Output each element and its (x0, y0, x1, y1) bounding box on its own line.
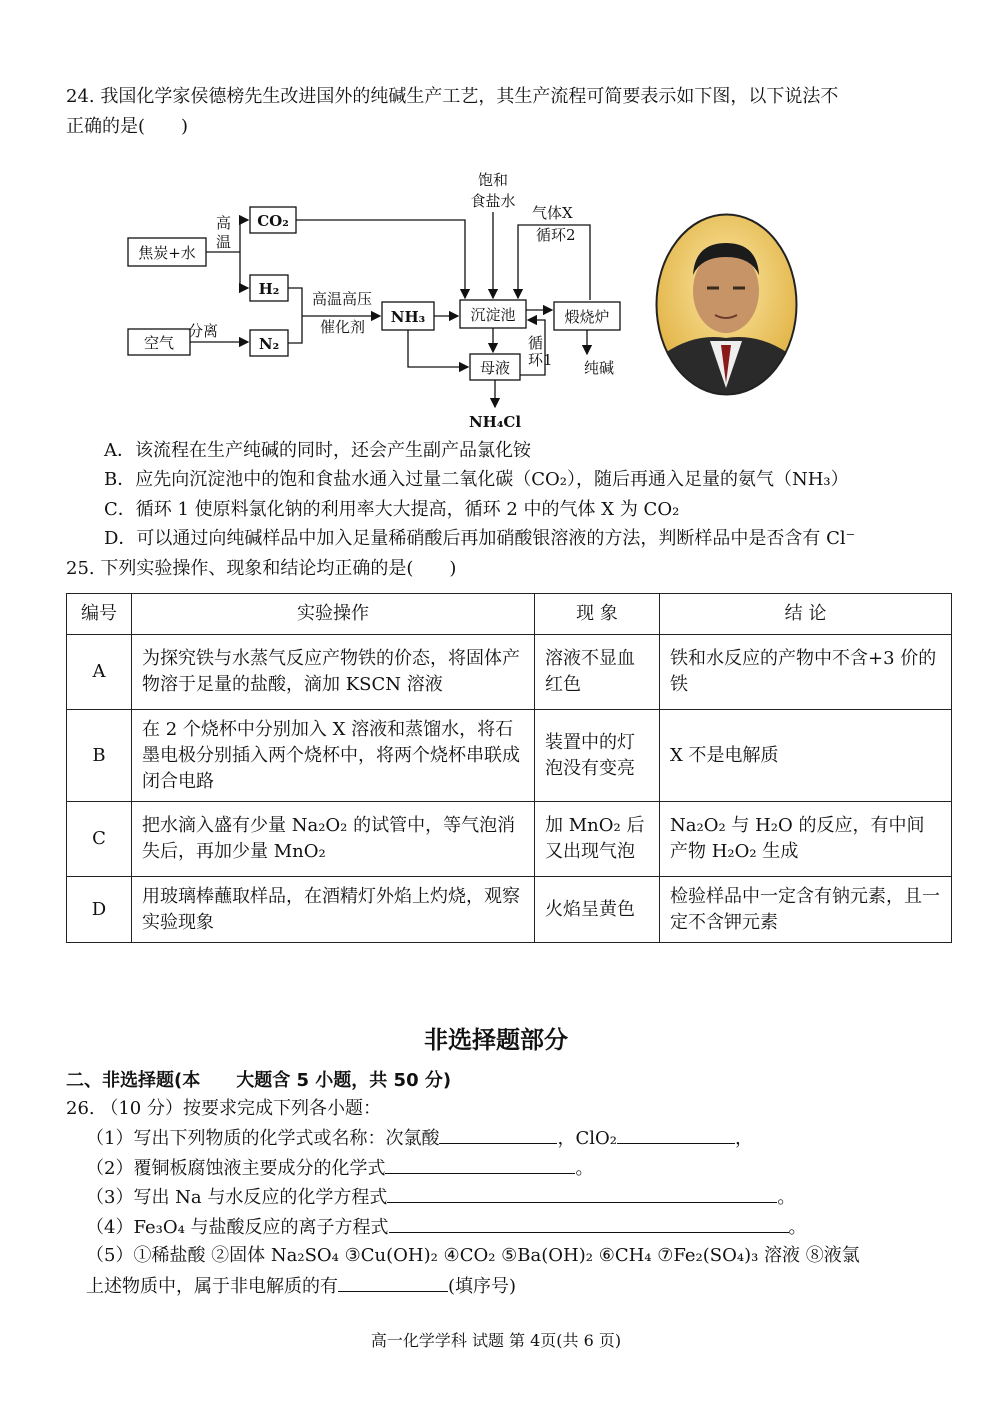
q24-stem-line1: 24. 我国化学家侯德榜先生改进国外的纯碱生产工艺，其生产流程可简要表示如下图，以下说法不 (66, 86, 839, 107)
table-row (67, 802, 952, 877)
q24-option-c: C．循环 1 使原料氯化钠的利用率大大提高，循环 2 中的气体 X 为 CO₂ (104, 499, 680, 520)
experiment-table (66, 593, 952, 943)
table-row (67, 710, 952, 802)
q26-part1-text: （1）写出下列物质的化学式或名称：次氯酸 (86, 1128, 440, 1149)
page-footer: 高一化学学科 试题 第 4页(共 6 页) (370, 1331, 622, 1350)
q26-part4-text: （4）Fe₃O₄ 与盐酸反应的离子方程式 (86, 1217, 389, 1238)
answer-blank-clo2[interactable] (617, 1125, 735, 1144)
separate-label: 分离 (188, 322, 219, 340)
n2-label: N₂ (258, 335, 280, 353)
section-title: 非选择题部分 (424, 1026, 568, 1054)
brine-label-1: 饱和 (477, 171, 509, 189)
q24-option-d: D．可以通过向纯碱样品中加入足量稀硝酸后再加硝酸银溶液的方法，判断样品中是否含有 Cl⁻ (104, 528, 856, 549)
q26-part3 (86, 1184, 795, 1211)
tank-label: 沉淀池 (470, 306, 516, 324)
answer-blank-na-water[interactable] (387, 1184, 777, 1203)
gas-x-label: 气体X (532, 204, 573, 222)
row-phenomenon: 溶液不显血红色 (535, 635, 660, 710)
brine-label-2: 食盐水 (470, 192, 516, 210)
row-operation: 为探究铁与水蒸气反应产物铁的价态，将固体产物溶于足量的盐酸，滴加 KSCN 溶液 (132, 635, 535, 710)
q26-part4-end: 。 (788, 1217, 807, 1238)
row-conclusion: Na₂O₂ 与 H₂O 的反应，有中间产物 H₂O₂ 生成 (660, 802, 952, 877)
q26-part2 (86, 1155, 593, 1182)
q26-part2-text: （2）覆铜板腐蚀液主要成分的化学式 (86, 1158, 386, 1179)
q26-part3-text: （3）写出 Na 与水反应的化学方程式 (86, 1187, 388, 1208)
q26-part6 (86, 1273, 516, 1300)
co2-label: CO₂ (257, 212, 289, 230)
q26-stem: 26. （10 分）按要求完成下列各小题： (66, 1098, 381, 1119)
row-id: A (67, 635, 132, 710)
h2-label: H₂ (258, 280, 280, 298)
soda-label: 纯碱 (584, 359, 615, 377)
furnace-label: 煅烧炉 (564, 308, 610, 326)
row-conclusion: 检验样品中一定含有钠元素，且一定不含钾元素 (660, 877, 952, 943)
cycle1-label-a: 循 (528, 334, 544, 352)
row-id: B (67, 710, 132, 802)
row-phenomenon: 火焰呈黄色 (535, 877, 660, 943)
q25-stem: 25. 下列实验操作、现象和结论均正确的是( ) (66, 558, 457, 579)
answer-blank-fe3o4-hcl[interactable] (389, 1214, 789, 1233)
q26-part5: （5）①稀盐酸 ②固体 Na₂SO₄ ③Cu(OH)₂ ④CO₂ ⑤Ba(OH)₂ ⑥CH₄ ⑦Fe₂(SO₄)₃ 溶液 ⑧液氯 (86, 1245, 860, 1266)
table-row (67, 877, 952, 943)
row-conclusion: 铁和水反应的产物中不含+3 价的铁 (660, 635, 952, 710)
q26-part1-text2: ，ClO₂ (557, 1128, 617, 1149)
nh4cl-label: NH₄Cl (468, 413, 522, 431)
q26-part3-end: 。 (777, 1187, 796, 1208)
header-conclusion: 结 论 (660, 594, 952, 635)
row-operation: 在 2 个烧杯中分别加入 X 溶液和蒸馏水，将石墨电极分别插入两个烧杯中，将两个烧杯串联成闭合电路 (132, 710, 535, 802)
cycle1-label-b: 环1 (528, 351, 553, 369)
row-conclusion: X 不是电解质 (660, 710, 952, 802)
q26-part4 (86, 1214, 807, 1241)
header-phenomenon: 现 象 (535, 594, 660, 635)
q26-part1 (86, 1125, 753, 1152)
mother-liquor-label: 母液 (479, 359, 511, 377)
cycle2-label: 循环2 (536, 226, 576, 244)
table-row (67, 635, 952, 710)
q26-part1-text3: ， (734, 1128, 753, 1149)
section-heading: 二、非选择题(本 大题含 5 小题，共 50 分) (66, 1070, 452, 1091)
q24-option-a: A．该流程在生产纯碱的同时，还会产生副产品氯化铵 (104, 440, 531, 461)
row-operation: 把水滴入盛有少量 Na₂O₂ 的试管中，等气泡消失后，再加少量 MnO₂ (132, 802, 535, 877)
coke-water-label: 焦炭+水 (138, 244, 196, 262)
nh3-label: NH₃ (390, 308, 426, 326)
q24-option-b: B．应先向沉淀池中的饱和食盐水通入过量二氧化碳（CO₂），随后再通入足量的氨气（NH₃） (104, 469, 849, 490)
row-operation: 用玻璃棒蘸取样品，在酒精灯外焰上灼烧，观察实验现象 (132, 877, 535, 943)
q26-part6-end: (填序号) (448, 1276, 517, 1297)
answer-blank-nonelectrolyte[interactable] (338, 1273, 448, 1292)
q26-part6-text: 上述物质中，属于非电解质的有 (86, 1276, 338, 1297)
high-temp-label-2: 温 (216, 233, 232, 251)
table-header-row (67, 594, 952, 635)
row-phenomenon: 装置中的灯泡没有变亮 (535, 710, 660, 802)
row-id: D (67, 877, 132, 943)
q24-stem-line2: 正确的是( ) (66, 116, 189, 137)
condition-label-1: 高温高压 (312, 290, 373, 308)
answer-blank-etchant[interactable] (385, 1155, 575, 1174)
soda-process-diagram (120, 165, 640, 440)
air-label: 空气 (143, 334, 175, 352)
high-temp-label-1: 高 (216, 214, 232, 232)
header-operation: 实验操作 (132, 594, 535, 635)
q26-part2-end: 。 (575, 1158, 594, 1179)
header-id: 编号 (67, 594, 132, 635)
hou-debang-portrait (655, 213, 798, 396)
answer-blank-hclo[interactable] (439, 1125, 557, 1144)
row-id: C (67, 802, 132, 877)
condition-label-2: 催化剂 (320, 318, 366, 336)
row-phenomenon: 加 MnO₂ 后又出现气泡 (535, 802, 660, 877)
